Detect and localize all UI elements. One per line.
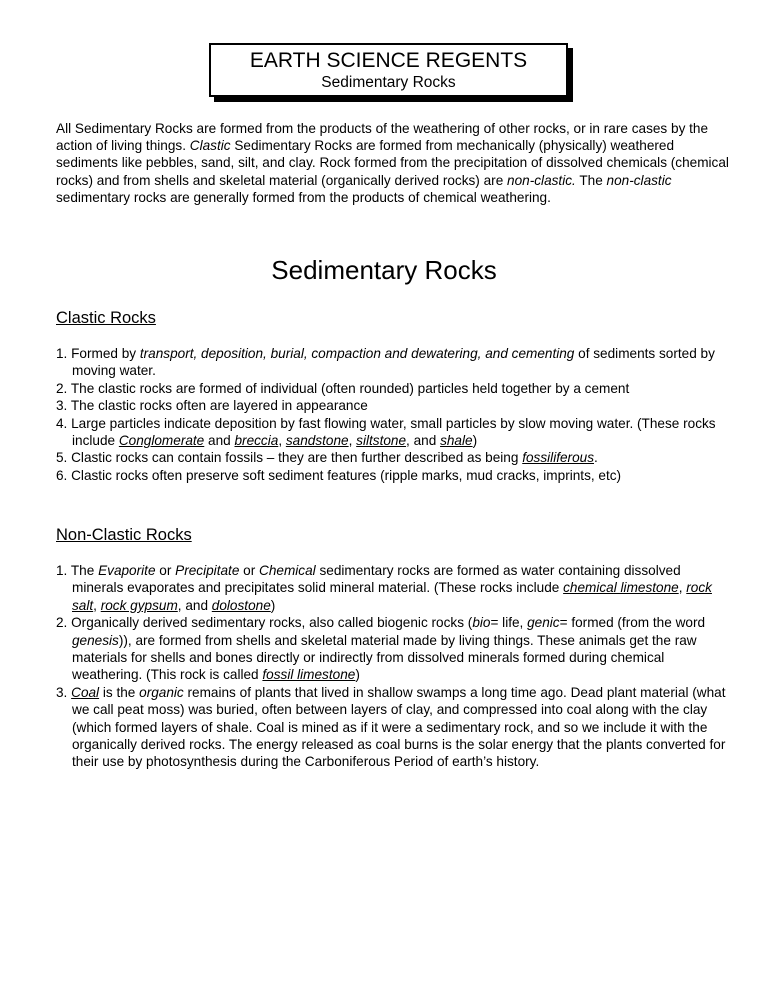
nonclastic-term: non-clastic. — [507, 172, 576, 188]
list-item: 3. Coal is the organic remains of plants that lived in shallow swamps a long time ago. Dead plant material (what we call peat moss) was buried, often between layers of clay, and compressed into coal along with the clay (which formed layers of shale. Coal is mined as if it were a sedimentary rock, and so we include it with the organically derived rocks. The energy released as coal burns is the solar energy that the plants converted for their use by photosynthesis during the Carboniferous Period of earth’s history. — [56, 684, 726, 770]
clastic-term: Clastic — [189, 138, 231, 154]
nonclastic-section-title: Non-Clastic Rocks — [56, 526, 192, 544]
list-item: 1. The Evaporite or Precipitate or Chemical sedimentary rocks are formed as water containing dissolved minerals evaporates and precipitates solid mineral material. (These rocks include chemical limestone, rock salt, rock gypsum, and dolostone) — [56, 563, 712, 613]
list-item: 2. Organically derived sedimentary rocks, also called biogenic rocks (bio= life, genic= formed (from the word genesis)), are formed from shells and skeletal material made by living things. These animals get the raw materials for shells and bones directly or indirectly from dissolved minerals formed during chemical weathering. (This rock is called fossil limestone) — [56, 615, 706, 683]
list-item: 3. The clastic rocks often are layered in appearance — [56, 398, 368, 414]
intro-text: The — [575, 172, 607, 188]
main-heading: Sedimentary Rocks — [271, 255, 497, 285]
intro-text: All Sedimentary Rocks are formed from the products of the weathering of other rocks, or in rare cases by the action of living things. — [56, 121, 709, 154]
nonclastic-term: non-clastic — [606, 172, 672, 188]
list-item: 6. Clastic rocks often preserve soft sediment features (ripple marks, mud cracks, imprints, etc) — [56, 467, 622, 483]
nonclastic-list — [56, 562, 726, 771]
title-box — [209, 43, 568, 97]
list-item: 5. Clastic rocks can contain fossils – they are then further described as being fossiliferous. — [56, 450, 598, 466]
list-item: 2. The clastic rocks are formed of individual (often rounded) particles held together by a cement — [56, 380, 630, 396]
list-item: 1. Formed by transport, deposition, burial, compaction and dewatering, and cementing of sediments sorted by moving water. — [56, 346, 715, 379]
document-title: EARTH SCIENCE REGENTS — [249, 49, 528, 72]
clastic-list — [56, 345, 726, 484]
intro-text: Sedimentary Rocks are formed from mechanically (physically) weathered sediments like pebbles, sand, silt, and clay. Rock formed from the precipitation of dissolved chemicals (chemical rocks) and from shells and skeletal material (organically derived rocks) are — [56, 138, 729, 188]
document-subtitle: Sedimentary Rocks — [321, 74, 456, 91]
intro-paragraph — [56, 120, 736, 206]
list-item: 4. Large particles indicate deposition by fast flowing water, small particles by slow moving water. (These rocks include Conglomerate and breccia, sandstone, siltstone, and shale) — [56, 415, 716, 449]
intro-text: sedimentary rocks are generally formed from the products of chemical weathering. — [56, 189, 551, 205]
clastic-section-title: Clastic Rocks — [56, 309, 156, 327]
